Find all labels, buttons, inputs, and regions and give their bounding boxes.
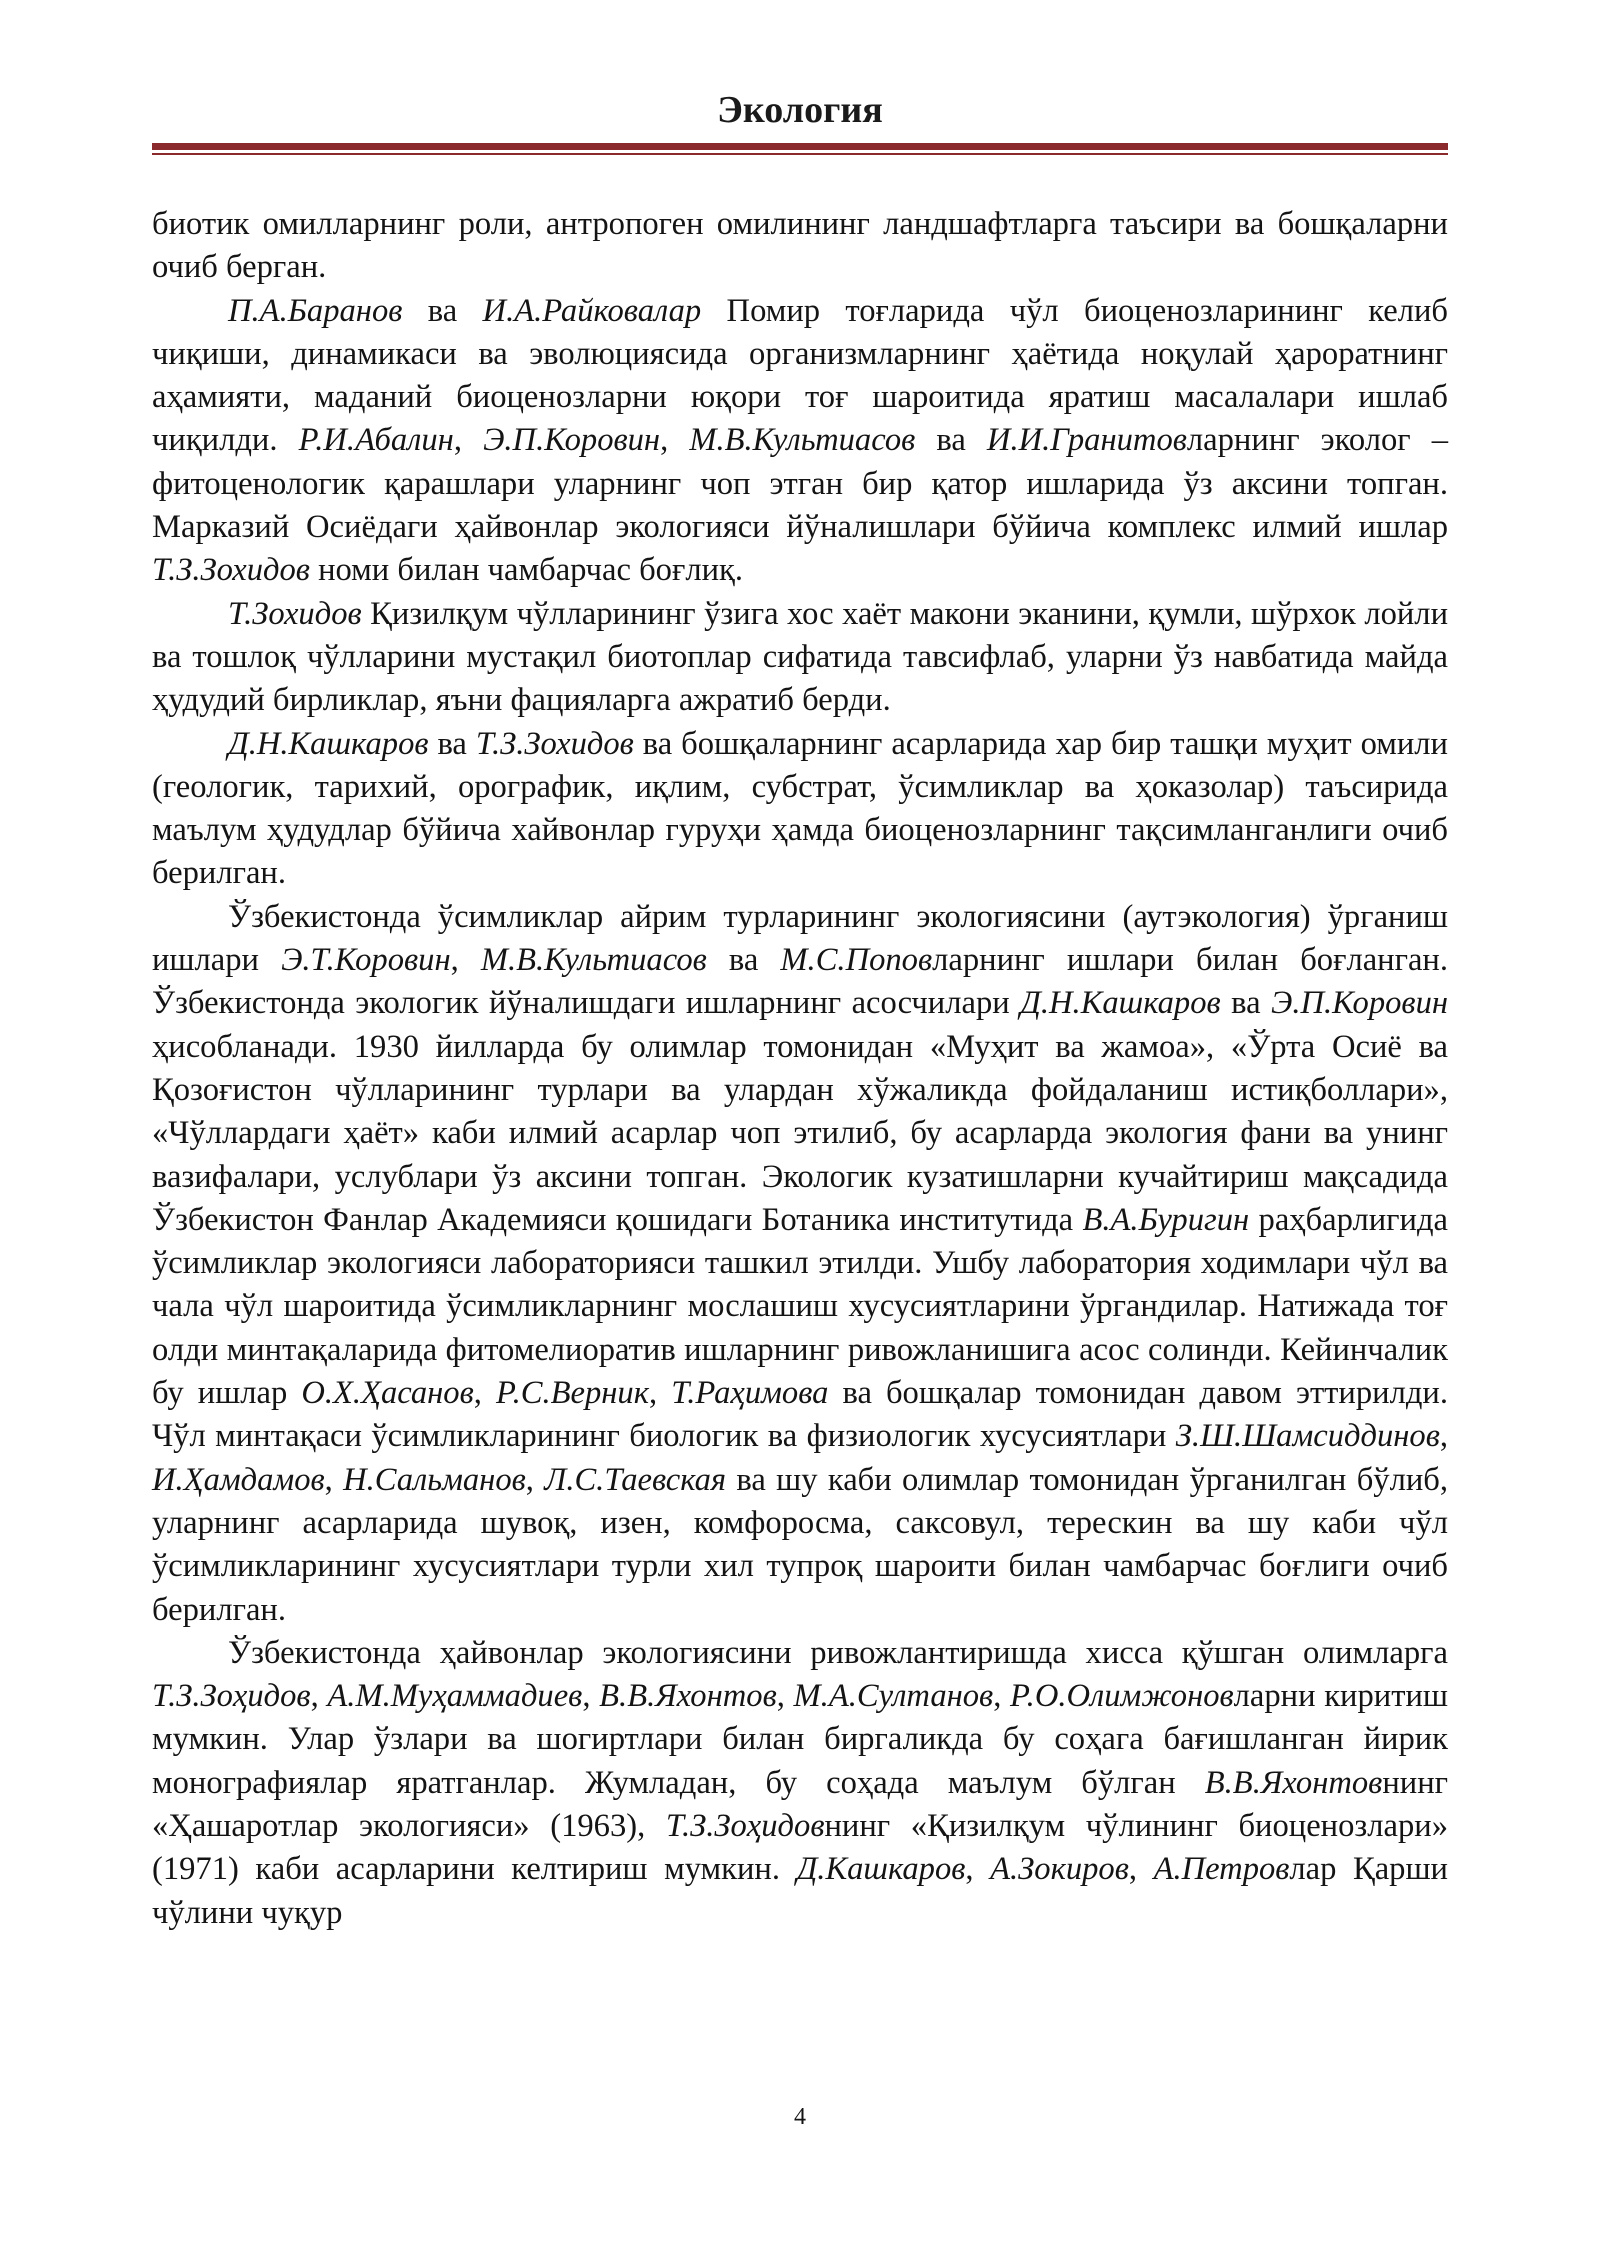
- text-run: лар Қарши чўлини чуқур: [152, 1851, 1448, 1931]
- author-name: Т.З.Зохидов: [152, 552, 310, 589]
- author-name: М.В.Культиасов: [689, 422, 916, 459]
- text-run: ,: [453, 422, 484, 459]
- author-name: Д.Н.Кашкаров: [1020, 985, 1221, 1022]
- text-run: ва: [402, 292, 483, 329]
- author-name: В.А.Буригин: [1082, 1201, 1250, 1238]
- author-name: В.В.Яхонтов: [1204, 1764, 1383, 1801]
- text-run: ва: [915, 422, 987, 459]
- author-name: О.Х.Ҳасанов: [301, 1375, 474, 1412]
- page-header-title: Экология: [717, 89, 883, 131]
- author-name: П.А.Баранов: [228, 292, 403, 329]
- text-run: ва бошқалар томонидан давом эттирилди. Чўл минтақаси ўсимликларининг биологик ва физиологик хусусиятлари: [152, 1375, 1448, 1455]
- text-run: нинг «Ҳашаротлар экологияси» (1963),: [152, 1764, 1448, 1844]
- author-name: И.И.Гранитов: [986, 422, 1187, 459]
- text-run: ,: [473, 1375, 496, 1412]
- text-run: ,: [310, 1678, 328, 1715]
- text-run: ,: [525, 1461, 545, 1498]
- author-name: Э.Т.Коровин: [281, 942, 451, 979]
- paragraph: [152, 593, 1448, 723]
- text-run: ,: [1439, 1418, 1448, 1455]
- text-run: номи билан чамбарчас боғлиқ.: [309, 552, 743, 589]
- text-run: раҳбарлигида ўсимликлар экологияси лабораторияси ташкил этилди. Ушбу лаборатория ходимлари чўл ва чала чўл шароитида ўсимликларнинг мослашиш хусусиятларини ўргандилар. Натижада тоғ олди минтақаларида фитомелиоратив ишларнинг ривожланишига асос солинди. Кейинчалик бу ишлар: [152, 1201, 1448, 1412]
- text-run: Ўзбекистонда ҳайвонлар экологиясини ривожлантиришда хисса қўшган олимларга: [228, 1634, 1448, 1671]
- author-name: М.С.Попов: [780, 942, 933, 979]
- text-run: ва: [428, 725, 476, 762]
- paragraph: [152, 290, 1448, 593]
- text-run: Ўзбекистонда ўсимликлар айрим турларининг экологиясини (аутэкология) ўрганиш ишлари: [152, 898, 1448, 979]
- text-run: ларнинг эколог – фитоценологик қарашлари уларнинг чоп этган бир қатор ишларида ўз аксини топган. Марказий Осиёдаги ҳайвонлар экологияси йўналишлари бўйича комплекс илмий ишлар: [152, 422, 1448, 546]
- text-run: Помир тоғларида чўл биоценозларининг келиб чиқиши, динамикаси ва эволюциясида организмларнинг ҳаётида ноқулай ҳароратнинг аҳамияти, маданий биоценозларни юқори тоғ шароитида яратиш масалалари ишлаб чиқилди.: [152, 292, 1449, 459]
- text-run: ,: [1128, 1851, 1154, 1888]
- text-run: нинг «Қизилқум чўлининг биоценозлари» (1971) каби асарларини келтириш мумкин.: [152, 1807, 1448, 1888]
- paragraph: [152, 203, 1448, 290]
- paragraph: [152, 896, 1448, 1632]
- author-name: М.А.Султанов: [793, 1678, 994, 1715]
- author-name: Д.Н.Кашкаров: [228, 725, 429, 762]
- text-run: биотик омилларнинг роли, антропоген омилининг ландшафтларга таъсири ва бошқаларни очиб берган.: [152, 206, 1448, 286]
- author-name: А.М.Муҳаммадиев: [327, 1678, 583, 1715]
- text-run: ва: [1220, 985, 1272, 1022]
- author-name: Т.Зохидов: [228, 595, 362, 632]
- header-divider-thin: [152, 153, 1448, 155]
- author-name: Т.З.Зохидов: [475, 725, 634, 762]
- author-name: З.Ш.Шамсиддинов: [1175, 1418, 1440, 1455]
- text-run: ,: [965, 1851, 991, 1888]
- author-name: Э.П.Коровин: [483, 422, 661, 459]
- text-run: ларни киритиш мумкин. Улар ўзлари ва шогиртлари билан биргаликда бу соҳага бағишланган йирик монографиялар яратганлар. Жумладан, бу соҳада маълум бўлган: [152, 1678, 1448, 1801]
- author-name: А.Зокиров: [990, 1851, 1129, 1888]
- author-name: А.Петров: [1153, 1851, 1290, 1888]
- paragraph: [152, 1632, 1448, 1935]
- text-run: ва бошқаларнинг асарларида хар бир ташқи муҳит омили (геологик, тарихий, орографик, иқлим, субстрат, ўсимликлар ва ҳоказолар) таъсирида маълум ҳудудлар бўйича хайвонлар гуруҳи ҳамда биоценозларнинг тақсимланганлиги очиб берилган.: [152, 725, 1448, 892]
- author-name: В.В.Яхонтов: [599, 1678, 777, 1715]
- author-name: Д.Кашкаров: [796, 1851, 966, 1888]
- text-run: ларнинг ишлари билан боғланган. Ўзбекистонда экологик йўналишдаги ишларнинг асосчилари: [152, 942, 1448, 1022]
- page-number: 4: [794, 2104, 806, 2130]
- author-name: Э.П.Коровин: [1271, 985, 1449, 1022]
- text-run: ,: [648, 1375, 672, 1412]
- header-divider-thick: [152, 143, 1448, 150]
- author-name: Р.И.Абалин: [298, 422, 454, 459]
- text-run: ,: [993, 1678, 1011, 1715]
- text-run: ва: [706, 942, 781, 979]
- author-name: Т.З.Зоҳидов: [152, 1678, 311, 1715]
- author-name: Л.С.Таевская: [544, 1461, 727, 1498]
- author-name: Т.Раҳимова: [671, 1375, 829, 1412]
- text-run: ,: [776, 1678, 794, 1715]
- author-name: И.Ҳамдамов: [152, 1461, 325, 1498]
- author-name: И.А.Райковалар: [482, 292, 702, 329]
- text-run: ,: [324, 1461, 344, 1498]
- text-run: ,: [450, 942, 481, 979]
- text-run: ,: [582, 1678, 600, 1715]
- author-name: Р.О.Олимжонов: [1010, 1678, 1234, 1715]
- text-run: ҳисобланади. 1930 йилларда бу олимлар томонидан «Муҳит ва жамоа», «Ўрта Осиё ва Қозоғистон чўлларининг турлари ва улардан хўжаликда фойдаланиш истиқболлари», «Чўллардаги ҳаёт» каби илмий асарлар чоп этилиб, бу асарларда экология фани ва унинг вазифалари, услублари ўз аксини топган. Экологик кузатишларни кучайтириш мақсадида Ўзбекистон Фанлар Академияси қошидаги Ботаника институтида: [152, 1028, 1448, 1238]
- author-name: Н.Сальманов: [343, 1461, 526, 1498]
- text-run: ва шу каби олимлар томонидан ўрганилган бўлиб, уларнинг асарларида шувоқ, изен, комфоросма, саксовул, терескин ва шу каби чўл ўсимликларининг хусусиятлари турли хил тупроқ шароити билан чамбарчас боғлиги очиб берилган.: [152, 1461, 1448, 1628]
- author-name: М.В.Культиасов: [480, 942, 707, 979]
- paragraph: [152, 723, 1448, 896]
- body-text: [152, 203, 1448, 1935]
- author-name: Т.З.Зоҳидов: [665, 1807, 825, 1844]
- author-name: Р.С.Верник: [495, 1375, 649, 1412]
- text-run: ,: [660, 422, 690, 459]
- text-run: Қизилқум чўлларининг ўзига хос хаёт макони эканини, қумли, шўрхок лойли ва тошлоқ чўлларини мустақил биотоплар сифатида тавсифлаб, уларни ўз навбатида майда ҳудудий бирликлар, яъни фацияларга ажратиб берди.: [152, 595, 1448, 719]
